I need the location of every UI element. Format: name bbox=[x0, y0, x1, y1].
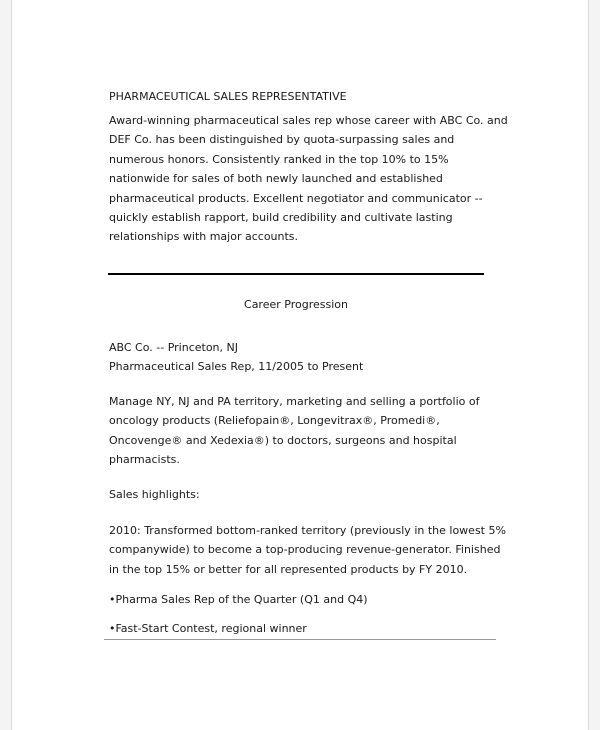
highlight-line: in the top 15% or better for all represented products by FY 2010. bbox=[109, 562, 468, 576]
summary-paragraph bbox=[109, 111, 508, 247]
duties-line: Manage NY, NJ and PA territory, marketing and selling a portfolio of bbox=[109, 395, 480, 408]
footer-divider bbox=[104, 639, 496, 640]
summary-line: relationships with major accounts. bbox=[109, 230, 299, 244]
summary-line: nationwide for sales of both newly launched and established bbox=[109, 172, 443, 186]
employer-name: ABC Co. -- Princeton, NJ bbox=[109, 341, 238, 354]
duties-paragraph bbox=[109, 392, 479, 470]
section-divider bbox=[108, 273, 484, 275]
highlight-line: 2010: Transformed bottom-ranked territory (previously in the lowest 5% bbox=[109, 524, 506, 537]
position-title: Pharmaceutical Sales Rep, 11/2005 to Present bbox=[109, 360, 364, 374]
highlight-line: companywide) to become a top-producing revenue-generator. Finished bbox=[109, 543, 501, 557]
resume-heading: PHARMACEUTICAL SALES REPRESENTATIVE bbox=[109, 90, 347, 103]
summary-line: quickly establish rapport, build credibility and cultivate lasting bbox=[109, 211, 453, 225]
summary-line: numerous honors. Consistently ranked in the top 10% to 15% bbox=[109, 152, 449, 166]
highlights-label: Sales highlights: bbox=[109, 488, 200, 501]
employment-header bbox=[109, 338, 363, 377]
bullet-item: •Fast-Start Contest, regional winner bbox=[109, 622, 307, 635]
section-title: Career Progression bbox=[244, 298, 348, 311]
duties-line: pharmacists. bbox=[109, 453, 180, 467]
bullet-item: •Pharma Sales Rep of the Quarter (Q1 and Q4) bbox=[109, 593, 368, 606]
duties-line: oncology products (Reliefopain®, Longevitrax®, Promedi®, bbox=[109, 414, 440, 428]
summary-line: DEF Co. has been distinguished by quota-surpassing sales and bbox=[109, 133, 455, 147]
duties-line: Oncovenge® and Xedexia®) to doctors, surgeons and hospital bbox=[109, 433, 457, 447]
summary-line: Award-winning pharmaceutical sales rep whose career with ABC Co. and bbox=[109, 114, 508, 127]
highlight-2010 bbox=[109, 521, 506, 579]
summary-line: pharmaceutical products. Excellent negotiator and communicator -- bbox=[109, 191, 483, 205]
document-page bbox=[11, 0, 589, 730]
